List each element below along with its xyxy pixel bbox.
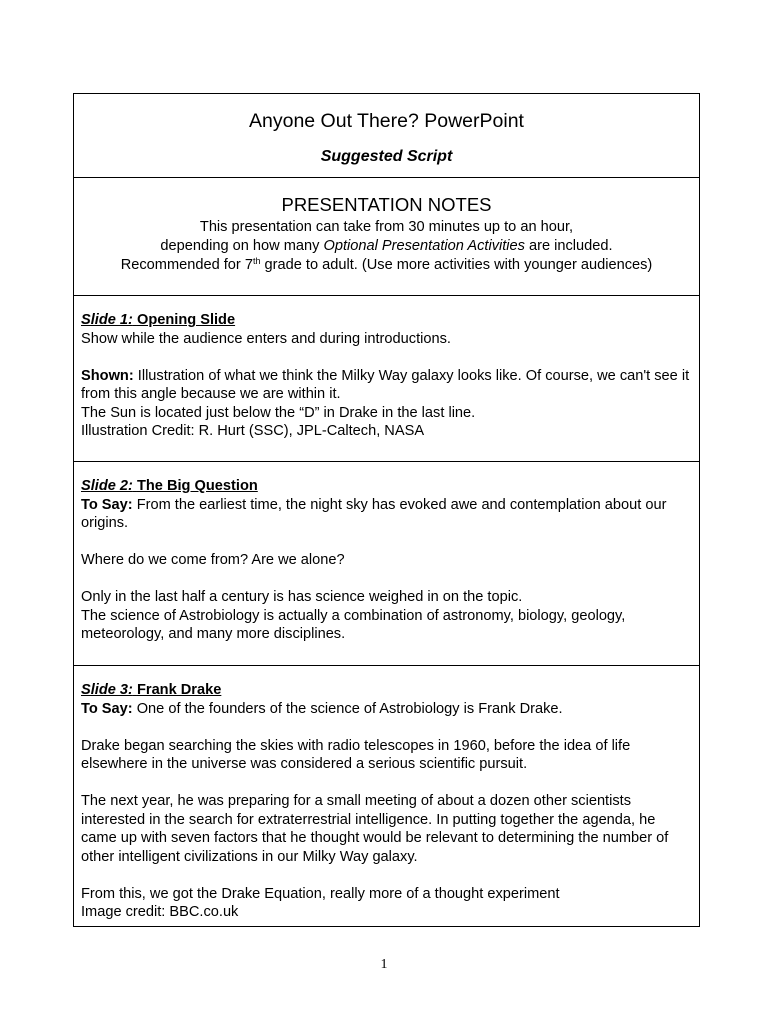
slide-2-heading bbox=[81, 477, 692, 496]
slide-2-say bbox=[81, 496, 692, 533]
slide-3-say bbox=[81, 700, 692, 719]
slide-3-equation-line: From this, we got the Drake Equation, really more of a thought experiment bbox=[81, 885, 560, 902]
shown-label: Shown: bbox=[81, 367, 134, 384]
slide-1-credit: Illustration Credit: R. Hurt (SSC), JPL-Caltech, NASA bbox=[81, 423, 425, 439]
notes-line-audience-post: grade to adult. (Use more activities with younger audiences) bbox=[260, 257, 653, 273]
slide-2-cell bbox=[74, 462, 699, 666]
slide-2-questions: Where do we come from? Are we alone? bbox=[81, 552, 345, 568]
ordinal-superscript: th bbox=[252, 256, 261, 266]
slide-1-shown-text: Illustration of what we think the Milky Way galaxy looks like. Of course, we can't see it from this angle because we are within it. bbox=[81, 367, 690, 402]
slide-2-science-line: Only in the last half a century is has science weighed in on the topic. bbox=[81, 589, 523, 605]
title-cell bbox=[74, 94, 699, 178]
slide-2-title: The Big Question bbox=[136, 478, 258, 494]
notes-line-audience bbox=[74, 256, 699, 275]
slide-3-cell bbox=[74, 666, 699, 926]
slide-3-meeting-paragraph: The next year, he was preparing for a small meeting of about a dozen other scientists interested in the search for extraterrestrial intelligence. In putting together the agenda, he came up with seven factors that he thought would be relevant to determining the number of other intelligent civilizations in our Milky Way galaxy. bbox=[81, 793, 669, 865]
slide-1-heading bbox=[81, 311, 692, 330]
document-subtitle: Suggested Script bbox=[320, 148, 453, 165]
slide-1-number: Slide 1: bbox=[81, 312, 133, 328]
page-number: 1 bbox=[380, 957, 388, 972]
slide-1-shown bbox=[81, 367, 692, 404]
notes-line-activities-pre: depending on how many bbox=[160, 238, 324, 254]
slide-3-radio-paragraph: Drake began searching the skies with radio telescopes in 1960, before the idea of life elsewhere in the universe was considered a serious scientific pursuit. bbox=[81, 737, 631, 772]
script-table bbox=[73, 93, 700, 927]
to-say-label: To Say: bbox=[81, 496, 133, 513]
slide-3-title: Frank Drake bbox=[136, 682, 222, 698]
notes-line-activities-post: are included. bbox=[524, 238, 613, 254]
slide-2-number: Slide 2: bbox=[81, 478, 133, 494]
notes-line-activities bbox=[74, 237, 699, 256]
presentation-notes-cell bbox=[74, 178, 699, 296]
slide-1-intro: Show while the audience enters and during introductions. bbox=[81, 330, 451, 347]
slide-2-say-text: From the earliest time, the night sky has evoked awe and contemplation about our origins. bbox=[81, 496, 667, 531]
slide-1-sun-line: The Sun is located just below the “D” in Drake in the last line. bbox=[81, 404, 476, 421]
slide-3-number: Slide 3: bbox=[81, 682, 133, 698]
optional-activities-emphasis: Optional Presentation Activities bbox=[323, 238, 525, 254]
slide-3-credit: Image credit: BBC.co.uk bbox=[81, 904, 239, 920]
slide-3-heading bbox=[81, 681, 692, 700]
notes-line-duration: This presentation can take from 30 minutes up to an hour, bbox=[199, 219, 574, 235]
to-say-label: To Say: bbox=[81, 700, 133, 717]
slide-1-cell bbox=[74, 296, 699, 462]
document-title: Anyone Out There? PowerPoint bbox=[249, 110, 524, 132]
slide-1-title: Opening Slide bbox=[136, 312, 236, 328]
notes-line-audience-pre: Recommended for 7 bbox=[120, 257, 253, 273]
slide-2-astrobiology-line: The science of Astrobiology is actually a combination of astronomy, biology, geology, meteorology, and many more disciplines. bbox=[81, 607, 626, 642]
notes-heading: PRESENTATION NOTES bbox=[281, 194, 492, 215]
slide-3-say-text: One of the founders of the science of Astrobiology is Frank Drake. bbox=[136, 700, 563, 717]
